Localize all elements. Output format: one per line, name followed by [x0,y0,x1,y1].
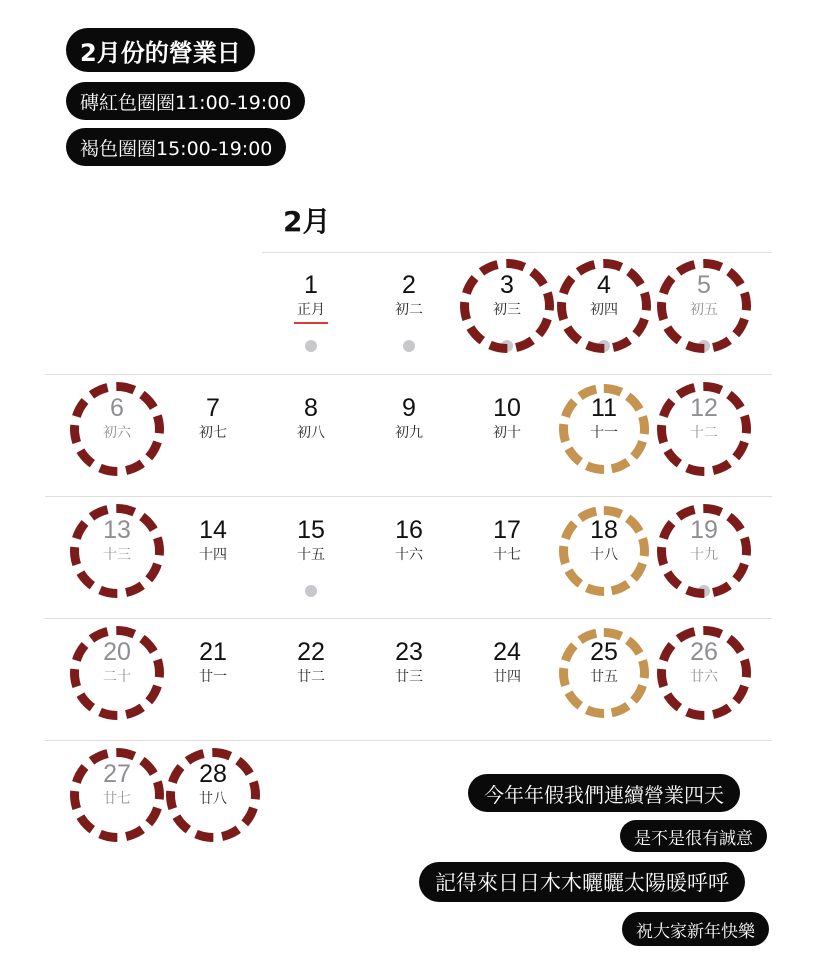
note-come-visit: 記得來日日木木曬曬太陽暖呼呼 [419,862,745,902]
day-number: 11 [591,394,617,422]
lunar-date: 初四 [590,302,618,318]
lunar-date: 初七 [199,425,227,441]
week-divider [45,374,772,375]
day-number: 24 [493,638,521,666]
brick-red-circle [460,259,554,353]
lunar-date: 初六 [103,425,131,441]
lunar-date: 正月 [297,302,325,318]
day-number: 23 [395,638,423,666]
lunar-date: 初八 [297,425,325,441]
legend-red-hours: 磚紅色圈圈11:00-19:00 [66,82,305,120]
lunar-date: 二十 [103,669,131,685]
brick-red-circle [657,259,751,353]
lunar-date: 初二 [395,302,423,318]
brown-circle [559,628,649,718]
day-number: 27 [103,760,131,788]
day-number: 5 [697,271,711,299]
lunar-date: 十四 [199,547,227,563]
brick-red-circle [70,748,164,842]
day-cell[interactable] [374,394,444,442]
lunar-date: 十六 [395,547,423,563]
note-sincerity: 是不是很有誠意 [620,820,767,852]
brick-red-circle [557,259,651,353]
brown-circle [559,506,649,596]
day-number: 17 [493,516,521,544]
event-dot [305,340,317,352]
week-divider [45,618,772,619]
lunar-date: 廿一 [199,669,227,685]
day-cell[interactable] [472,516,542,564]
day-cell[interactable] [374,638,444,686]
event-dot [305,585,317,597]
day-cell[interactable] [472,394,542,442]
lunar-date: 初九 [395,425,423,441]
lunar-date: 十八 [590,547,618,563]
day-number: 3 [500,271,514,299]
lunar-date: 廿三 [395,669,423,685]
day-number: 18 [590,516,618,544]
brown-circle [559,384,649,474]
day-cell[interactable] [276,516,346,564]
day-number: 21 [199,638,227,666]
day-number: 19 [690,516,718,544]
day-number: 1 [304,271,318,299]
lunar-date: 十三 [103,547,131,563]
day-number: 13 [103,516,131,544]
note-consecutive-days: 今年年假我們連續營業四天 [468,774,740,812]
day-number: 22 [297,638,325,666]
lunar-date: 廿四 [493,669,521,685]
day-number: 4 [597,271,611,299]
lunar-date: 十九 [690,547,718,563]
day-number: 6 [110,394,124,422]
day-number: 9 [402,394,416,422]
day-cell[interactable] [374,271,444,319]
brick-red-circle [70,382,164,476]
day-number: 14 [199,516,227,544]
lunar-date: 廿六 [690,669,718,685]
day-number: 10 [493,394,521,422]
day-cell[interactable] [374,516,444,564]
lunar-date: 十一 [590,425,618,441]
lunar-date: 十五 [297,547,325,563]
lunar-date: 廿二 [297,669,325,685]
brick-red-circle [657,504,751,598]
day-cell[interactable] [178,516,248,564]
today-underline [294,322,328,324]
lunar-date: 廿七 [103,791,131,807]
week-divider [45,496,772,497]
day-number: 15 [297,516,325,544]
day-number: 12 [690,394,718,422]
day-number: 2 [402,271,416,299]
lunar-date: 初三 [493,302,521,318]
lunar-date: 初十 [493,425,521,441]
lunar-date: 廿五 [590,669,618,685]
lunar-date: 廿八 [199,791,227,807]
brick-red-circle [657,626,751,720]
day-cell[interactable] [178,638,248,686]
header-title: 2月份的營業日 [66,28,255,72]
day-number: 26 [690,638,718,666]
day-number: 28 [199,760,227,788]
day-number: 8 [304,394,318,422]
day-cell[interactable] [472,638,542,686]
brick-red-circle [70,504,164,598]
day-number: 20 [103,638,131,666]
day-number: 16 [395,516,423,544]
lunar-date: 初五 [690,302,718,318]
day-cell[interactable] [276,638,346,686]
legend-brown-hours: 褐色圈圈15:00-19:00 [66,128,286,166]
lunar-date: 十二 [690,425,718,441]
event-dot [403,340,415,352]
day-cell[interactable] [276,271,346,324]
week-divider [262,252,772,253]
week-divider [45,740,772,741]
day-number: 25 [590,638,618,666]
note-happy-new-year: 祝大家新年快樂 [622,912,769,946]
brick-red-circle [166,748,260,842]
month-title: 2月 [283,205,331,238]
brick-red-circle [70,626,164,720]
lunar-date: 十七 [493,547,521,563]
day-number: 7 [206,394,220,422]
brick-red-circle [657,382,751,476]
day-cell[interactable] [276,394,346,442]
day-cell[interactable] [178,394,248,442]
